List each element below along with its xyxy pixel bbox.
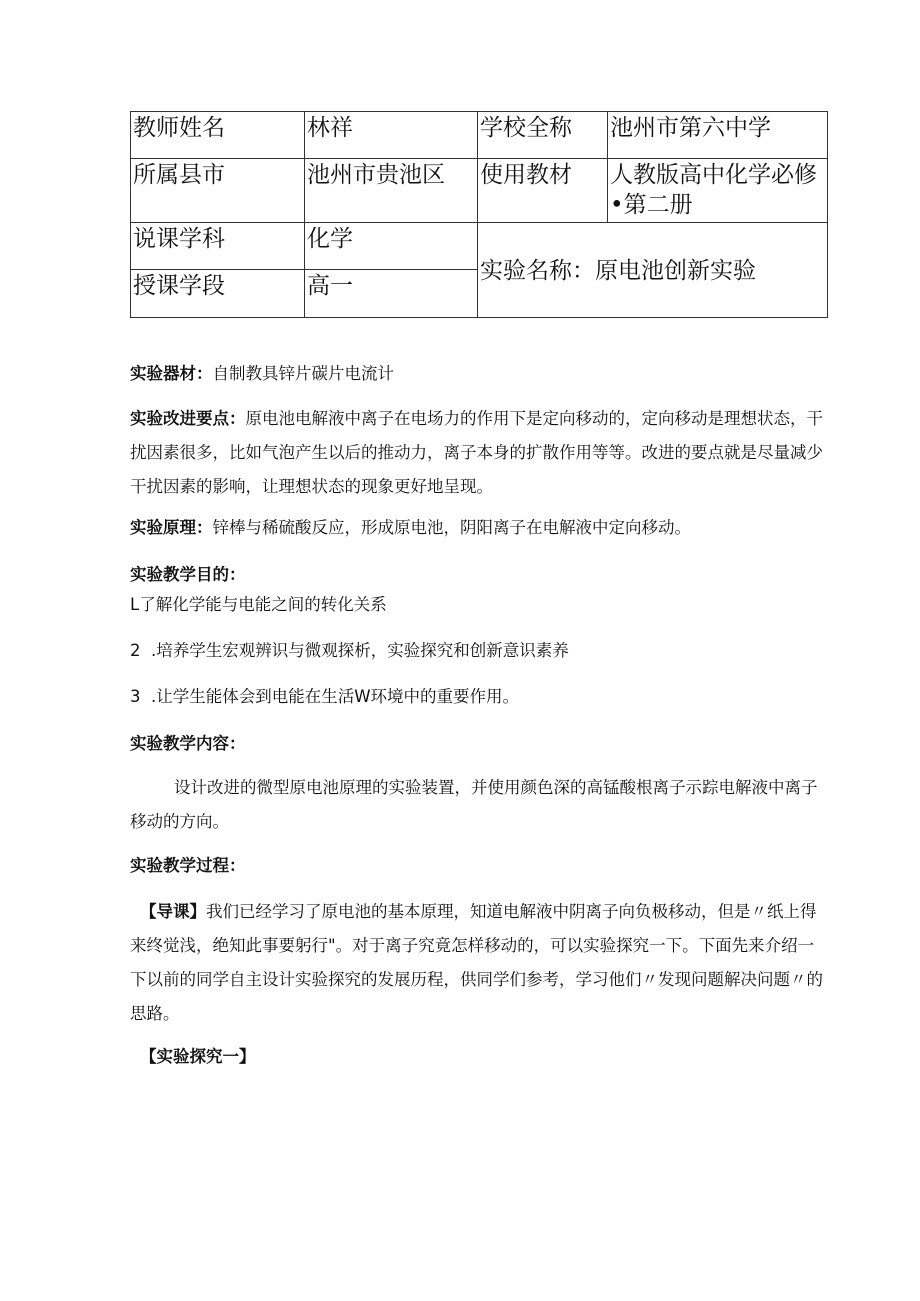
- improvement-text: 原电池电解液中离子在电场力的作用下是定向移动的，定向移动是理想状态，干扰因素很多，比如气泡产生以后的推动力，离子本身的扩散作用等等。改进的要点就是尽量减少干扰因素的影响，让理想状态的现象更好地呈现。: [130, 409, 823, 496]
- principle-paragraph: [130, 511, 830, 545]
- textbook-label: 使用教材: [478, 159, 608, 223]
- goals-heading: 实验教学目的：: [130, 565, 246, 584]
- county-label: 所属县市: [131, 159, 305, 223]
- goal-item-3: 3 .让学生能体会到电能在生活W环境中的重要作用。: [130, 687, 520, 706]
- school-label: 学校全称: [478, 112, 608, 159]
- subject-label: 说课学科: [131, 223, 305, 270]
- county-value: 池州市贵池区: [305, 159, 478, 223]
- improvement-label: 实验改进要点：: [130, 409, 246, 428]
- intro-text: 我们已经学习了原电池的基本原理，知道电解液中阴离子向负极移动，但是〃纸上得来终觉浅，绝知此事要躬行"。对于离子究竟怎样移动的，可以实验探究一下。下面先来介绍一下以前的同学自主设计实验探究的发展历程，供同学们参考，学习他们〃发现问题解决问题〃的思路。: [130, 902, 823, 1023]
- content-text: 设计改进的微型原电池原理的实验装置，并使用颜色深的高锰酸根离子示踪电解液中离子移动的方向。: [130, 778, 818, 831]
- stage-label: 授课学段: [131, 270, 305, 318]
- info-table: [130, 111, 828, 318]
- intro-paragraph: [130, 895, 830, 1031]
- experiment-name: 实验名称：原电池创新实验: [478, 223, 828, 318]
- table-row: [131, 112, 828, 159]
- content-heading: 实验教学内容：: [130, 734, 246, 753]
- subject-value: 化学: [305, 223, 478, 270]
- table-row: [131, 223, 828, 270]
- teacher-label: 教师姓名: [131, 112, 305, 159]
- equipment-text: 自制教具锌片碳片电流计: [212, 364, 394, 383]
- textbook-value: 人教版高中化学必修•第二册: [608, 159, 828, 223]
- goal-item-1: L了解化学能与电能之间的转化关系: [130, 595, 387, 614]
- intro-label: 【导课】: [140, 902, 206, 921]
- school-value: 池州市第六中学: [608, 112, 828, 159]
- goal-item-2: 2 .培养学生宏观辨识与微观探析，实验探究和创新意识素养: [130, 641, 569, 660]
- stage-value: 高一: [305, 270, 478, 318]
- table-row: [131, 159, 828, 223]
- explore-heading: 【实验探究一】: [140, 1047, 256, 1066]
- principle-text: 锌棒与稀硫酸反应，形成原电池，阴阳离子在电解液中定向移动。: [212, 518, 691, 537]
- improvement-paragraph: [130, 402, 830, 504]
- equipment-label: 实验器材：: [130, 364, 213, 383]
- principle-label: 实验原理：: [130, 518, 213, 537]
- process-heading: 实验教学过程：: [130, 856, 246, 875]
- teacher-value: 林祥: [305, 112, 478, 159]
- equipment-paragraph: [130, 357, 830, 391]
